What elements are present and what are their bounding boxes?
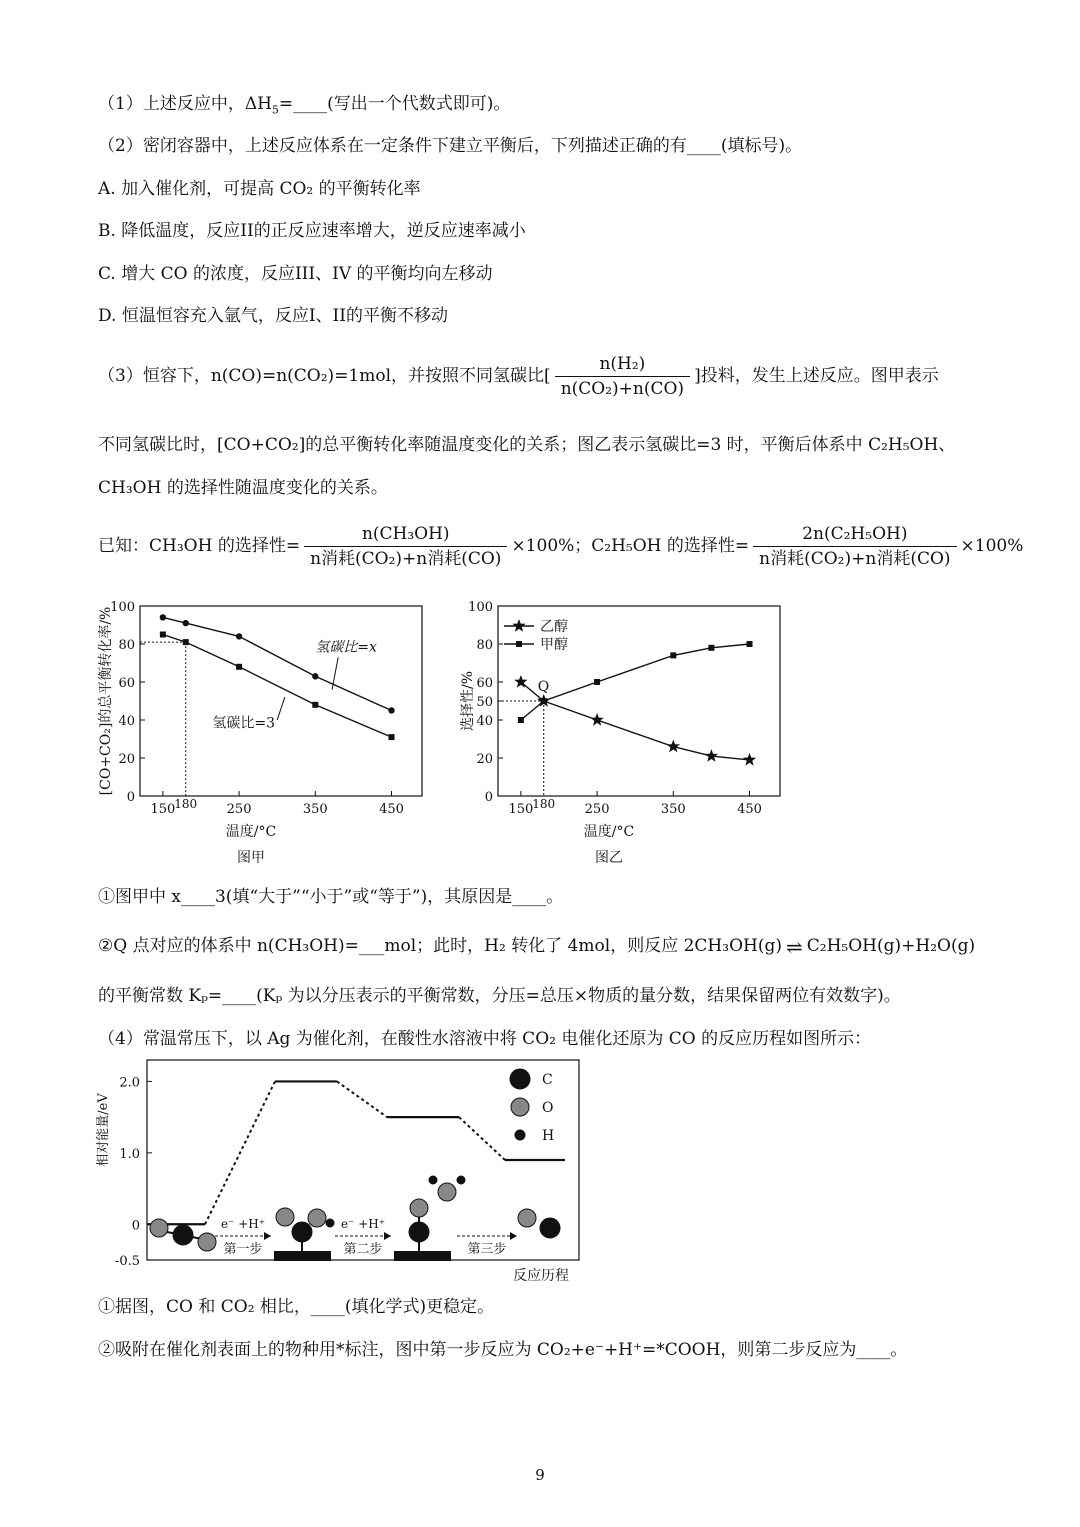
catalyst-surface-1 [274,1251,331,1261]
chart-jia [92,592,432,864]
x-marked-label: 180 [532,797,556,811]
data-point-star [705,749,718,762]
page-number: 9 [535,1466,545,1484]
chart-title: 图甲 [237,850,265,864]
sel1-numerator: n(CH₃OH) [304,522,507,547]
sel1-denominator: n消耗(CO₂)+n消耗(CO) [310,549,502,569]
q1-pre: （1）上述反应中，ΔH [98,94,272,114]
data-point [183,620,189,626]
data-point [388,707,394,713]
q3-line1-post: ]投料，发生上述反应。图甲表示 [694,366,939,386]
chart-title: 图乙 [595,850,623,864]
data-point-star [667,740,680,753]
y-tick-label: 20 [118,752,135,767]
data-point-star [590,713,603,726]
atom-icon [409,1222,429,1242]
energy-y-tick-label: 0 [131,1218,140,1234]
y-tick-label: 60 [118,676,135,691]
selectivity-definitions [98,518,1023,574]
data-point-square [670,652,676,658]
q3-sub2-pre: ②Q 点对应的体系中 n(CH₃OH)=___mol；此时，H₂ 转化了 4mol，则反应 2CH₃OH(g) [98,936,782,956]
step-arrowhead-icon [384,1232,391,1240]
y-tick-label: 40 [476,714,493,729]
data-point [160,614,166,620]
legend-atom-C [510,1069,530,1089]
y-tick-label: 0 [126,790,135,805]
series-line-0 [521,682,750,760]
q1-sub: 5 [271,103,279,117]
known-mid: ×100%；C₂H₅OH 的选择性= [511,536,750,556]
sel2-denominator: n消耗(CO₂)+n消耗(CO) [759,549,951,569]
y-axis-label: [CO+CO₂]的总平衡转化率/% [98,606,114,796]
ratio-numerator: n(H₂) [555,352,690,377]
data-point-square [594,679,600,685]
x-axis-label: 温度/°C [583,824,635,840]
energy-diagram [92,1055,592,1287]
y-tick-label: 20 [476,752,493,767]
legend-atom-label: C [542,1072,553,1088]
energy-y-tick-label: -0.5 [114,1254,140,1269]
energy-connector-2 [459,1117,505,1160]
atom-icon [518,1209,536,1227]
q3-line1 [98,352,939,401]
y-axis-label: 选择性/% [460,670,476,732]
data-point [160,632,166,638]
data-point [236,664,242,670]
atom-icon [198,1233,216,1251]
q1-post: =____(写出一个代数式即可)。 [278,94,511,114]
annotation-ratio-x: 氢碳比=x [315,639,377,656]
x-tick-label: 450 [379,802,404,817]
data-point-square [518,717,524,723]
energy-y-tick-label: 1.0 [119,1146,140,1162]
q3-sub2-post: C₂H₅OH(g)+H₂O(g) [806,936,976,956]
q1-line [98,92,510,122]
atom-icon [540,1218,560,1238]
x-tick-label: 150 [508,802,534,817]
atom-icon [457,1176,465,1184]
catalyst-surface-2 [394,1251,451,1261]
annotation-ratio-3: 氢碳比=3 [212,715,276,732]
step-label: 第二步 [343,1242,383,1257]
legend-marker-ethanol [512,619,525,632]
step-label: 第一步 [223,1242,263,1257]
x-tick-label: 450 [737,802,762,817]
legend-marker-methanol [516,641,522,647]
data-point-star [743,753,756,766]
x-axis-label: 温度/°C [225,824,277,840]
atom-icon [410,1199,428,1217]
q2-option-a: A. 加入催化剂，可提高 CO₂ 的平衡转化率 [98,179,421,199]
q3-line1-pre: （3）恒容下，n(CO)=n(CO₂)=1mol，并按照不同氢碳比[ [98,366,551,386]
q3-sub2 [98,934,975,959]
step-reagent: e⁻ +H⁺ [220,1217,266,1231]
atom-icon [429,1176,437,1184]
legend-label-methanol: 甲醇 [540,637,568,653]
q3-line3: CH₃OH 的选择性随温度变化的关系。 [98,478,388,498]
y-tick-label: 100 [468,600,493,615]
x-tick-label: 350 [660,802,686,817]
atom-icon [150,1219,168,1237]
annotation-pointer-3 [277,697,285,720]
data-point-square [541,698,547,704]
y-tick-label: 50 [476,695,493,710]
methanol-selectivity-fraction [304,522,507,571]
energy-connector-0 [205,1081,275,1224]
step-label: 第三步 [467,1242,507,1257]
atom-icon [326,1219,334,1227]
atom-icon [292,1222,312,1242]
hydrogen-carbon-ratio-fraction [555,352,690,401]
data-point [389,734,395,740]
step-arrowhead-icon [264,1232,271,1240]
ratio-denominator: n(CO₂)+n(CO) [560,379,685,399]
atom-icon [276,1208,294,1226]
series-line-0 [163,617,392,710]
atom-icon [173,1225,193,1245]
q2-stem: （2）密闭容器中，上述反应体系在一定条件下建立平衡后，下列描述正确的有____(填标号)。 [98,136,803,156]
q2-option-b: B. 降低温度，反应II的正反应速率增大，逆反应速率减小 [98,221,526,241]
q3-line2: 不同氢碳比时，[CO+CO₂]的总平衡转化率随温度变化的关系；图乙表示氢碳比=3 时，平衡后体系中 C₂H₅OH、 [98,435,956,455]
y-tick-label: 100 [110,600,135,615]
energy-connector-1 [337,1081,387,1117]
y-tick-label: 60 [476,676,493,691]
data-point [312,702,318,708]
x-marked-label: 180 [174,797,198,811]
q3-sub1: ①图甲中 x____3(填“大于”“小于”或“等于”)，其原因是____。 [98,887,564,907]
sel2-numerator: 2n(C₂H₅OH) [753,522,956,547]
legend-atom-H [515,1130,525,1140]
y-tick-label: 40 [118,714,135,729]
q4-sub1: ①据图，CO 和 CO₂ 相比，____(填化学式)更稳定。 [98,1297,495,1317]
energy-y-axis-label: 相对能量/eV [96,1093,111,1167]
data-point-square [747,641,753,647]
known-pre: 已知：CH₃OH 的选择性= [98,536,301,556]
x-tick-label: 150 [150,802,176,817]
x-tick-label: 250 [584,802,610,817]
legend-atom-O [511,1098,529,1116]
data-point-square [708,645,714,651]
q3-sub3: 的平衡常数 Kₚ=____(Kₚ 为以分压表示的平衡常数，分压=总压×物质的量分数，结果保留两位有效数字)。 [98,986,901,1006]
q2-option-d: D. 恒温恒容充入氩气，反应I、II的平衡不移动 [98,306,448,326]
step-reagent: e⁻ +H⁺ [340,1217,386,1231]
y-tick-label: 80 [118,638,135,653]
legend-atom-label: H [542,1128,555,1144]
chart-yi [450,592,790,864]
atom-icon [308,1209,326,1227]
x-tick-label: 350 [302,802,328,817]
energy-y-tick-label: 2.0 [119,1075,140,1091]
y-tick-label: 80 [476,638,493,653]
energy-x-axis-label: 反应历程 [513,1268,569,1284]
plot-frame [140,606,422,796]
q4-stem: （4）常温常压下，以 Ag 为催化剂，在酸性水溶液中将 CO₂ 电催化还原为 CO 的反应历程如图所示： [98,1029,872,1049]
q4-sub2: ②吸附在催化剂表面上的物种用*标注，图中第一步反应为 CO₂+e⁻+H⁺=*COOH，则第二步反应为____。 [98,1340,908,1360]
series-line-1 [521,644,750,720]
q2-option-c: C. 增大 CO 的浓度，反应III、IV 的平衡均向左移动 [98,264,493,284]
atom-icon [438,1183,456,1201]
data-point [183,639,189,645]
y-tick-label: 0 [484,790,493,805]
legend-atom-label: O [542,1100,554,1116]
legend-label-ethanol: 乙醇 [540,619,568,635]
ethanol-selectivity-fraction [753,522,956,571]
point-label-q: Q [537,679,550,695]
x-tick-label: 250 [226,802,252,817]
data-point [312,673,318,679]
data-point [236,633,242,639]
step-arrowhead-icon [510,1232,517,1240]
known-tail: ×100% [960,536,1024,556]
equilibrium-arrow-icon: ⇌ [785,934,803,959]
